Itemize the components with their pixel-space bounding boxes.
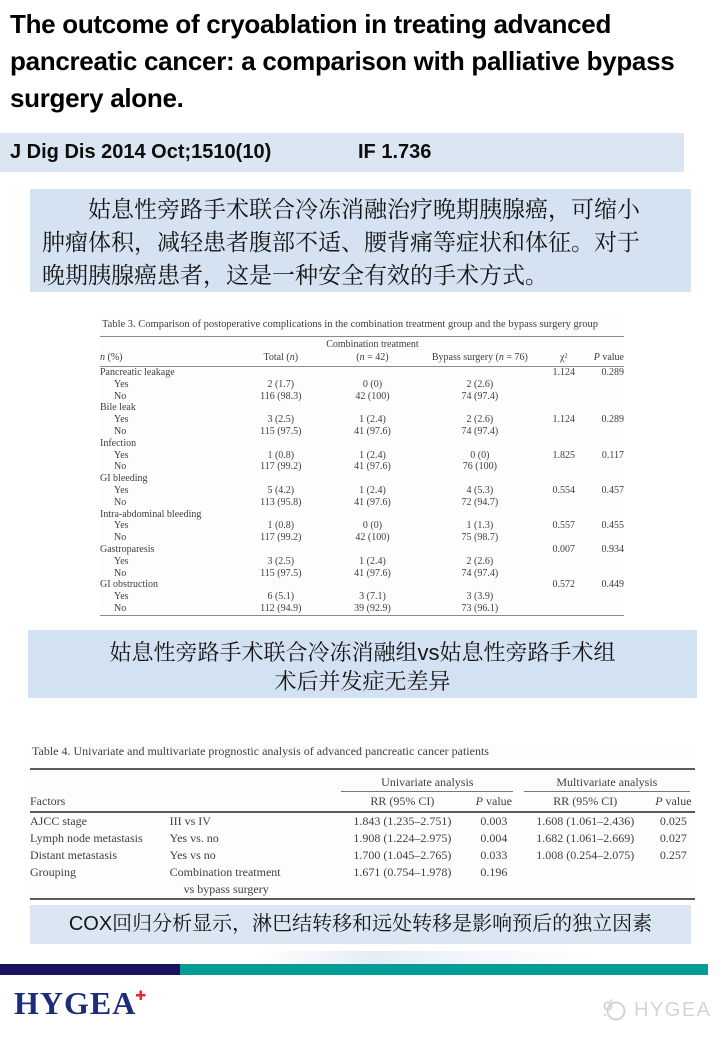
table-cell: 41 (97.6) (354, 461, 391, 473)
table-row (100, 438, 624, 450)
table-cell (540, 402, 587, 414)
table-row (100, 367, 624, 379)
table-cell: 0.457 (601, 484, 624, 496)
table-cell: Yes (114, 591, 129, 603)
table-cell: 0.572 (552, 579, 575, 591)
table4 (30, 768, 695, 900)
table3 (100, 336, 624, 616)
table-cell (587, 402, 624, 414)
table-cell (587, 603, 624, 615)
table4-group-header-row (30, 769, 695, 792)
table-cell: 1.671 (0.754–1.978) (353, 865, 452, 879)
table-row (100, 497, 624, 509)
table-row (30, 830, 695, 847)
table-cell: 0.033 (480, 848, 508, 862)
red-cross-icon: ✚ (135, 989, 148, 1004)
footer-bar-teal-segment (180, 964, 708, 975)
table-cell (420, 544, 541, 556)
table-cell: 3 (2.5) (267, 414, 295, 426)
table-cell: 0.027 (659, 831, 687, 845)
table-cell: 0.025 (659, 814, 687, 828)
table-cell (325, 509, 419, 521)
table4-header-factors: Factors (30, 792, 170, 812)
table-cell (540, 391, 587, 403)
table-cell: Yes (114, 484, 129, 496)
table-cell: Bile leak (100, 402, 136, 414)
table-cell: Infection (100, 437, 137, 449)
table-cell: 2 (1.7) (267, 378, 295, 390)
table-cell (236, 473, 325, 485)
table-cell: 42 (100) (355, 390, 390, 402)
table-cell: 6 (5.1) (267, 591, 295, 603)
table-cell (587, 497, 624, 509)
table-cell (587, 568, 624, 580)
table-cell: No (114, 532, 127, 544)
table-row (100, 591, 624, 603)
table-cell: 0 (0) (362, 378, 383, 390)
table-cell: 1.124 (552, 367, 575, 378)
table-cell (420, 438, 541, 450)
table-cell: 0.007 (552, 543, 575, 555)
table-cell: 0.554 (552, 484, 575, 496)
table-cell: 1.825 (552, 449, 575, 461)
table-row (100, 603, 624, 615)
hygea-logo-text: HYGEA (14, 985, 137, 1021)
table-cell: Gastroparesis (100, 543, 155, 555)
table-cell: 0.289 (601, 367, 624, 378)
table-cell: 117 (99.2) (260, 532, 302, 544)
table-row (100, 509, 624, 521)
table4-header-row (30, 792, 695, 812)
table-cell: 3 (2.5) (267, 555, 295, 567)
table-cell (540, 379, 587, 391)
table-cell: 2 (2.6) (466, 555, 494, 567)
table3-header-row (100, 351, 624, 367)
table-row (100, 426, 624, 438)
table-cell: 5 (4.2) (267, 484, 295, 496)
table-cell: 112 (94.9) (260, 602, 302, 614)
hygea-logo (14, 985, 148, 1022)
table-cell: Yes (114, 449, 129, 461)
page-title: The outcome of cryoablation in treating advanced pancreatic cancer: a comparison with palliative bypass surgery alone. (10, 9, 675, 113)
table-cell: 41 (97.6) (354, 567, 391, 579)
table-cell: 115 (97.5) (260, 425, 302, 437)
table4-header-p-uni: P value (469, 792, 519, 812)
table-cell (325, 438, 419, 450)
table-cell: 0.117 (601, 449, 624, 461)
table-cell (540, 556, 587, 568)
table-cell (540, 532, 587, 544)
table-cell (540, 461, 587, 473)
table-cell: 39 (92.9) (354, 602, 391, 614)
table-row (100, 473, 624, 485)
table3-header-chi-square: χ² (540, 351, 587, 367)
table-row (100, 402, 624, 414)
table4-scan (30, 744, 695, 900)
table-cell (540, 438, 587, 450)
table-cell (519, 864, 652, 899)
table-cell: 1.700 (1.045–2.765) (353, 848, 452, 862)
table-cell: 41 (97.6) (354, 496, 391, 508)
table-cell (587, 473, 624, 485)
caption-line: 术后并发症无差异 (274, 669, 451, 694)
citation-bar (0, 133, 684, 172)
table-cell (325, 367, 419, 379)
table-cell (236, 438, 325, 450)
table3-header-total: Total (n) (236, 351, 325, 367)
watermark-label: HYGEA (634, 999, 712, 1021)
table-cell: 1.608 (1.061–2.436) (536, 814, 635, 828)
table-cell: 1 (2.4) (359, 414, 386, 426)
table-cell: 1.682 (1.061–2.669) (536, 831, 635, 845)
table-cell: 1 (0.8) (267, 449, 295, 461)
table-cell: 74 (97.4) (461, 567, 499, 579)
table4-header-rr-multi: RR (95% CI) (519, 792, 652, 812)
table-cell: Yes (114, 378, 129, 390)
table-cell (236, 544, 325, 556)
table-cell: No (114, 567, 127, 579)
table-cell: 3 (7.1) (359, 591, 386, 603)
table-cell: 41 (97.6) (354, 425, 391, 437)
table-cell: Yes (114, 555, 129, 567)
table4-body (30, 812, 695, 899)
table-cell: 3 (3.9) (466, 591, 494, 603)
table-cell (587, 438, 624, 450)
table-row (100, 556, 624, 568)
table-row (100, 461, 624, 473)
table-cell (420, 473, 541, 485)
table-row (100, 391, 624, 403)
table-cell: Intra-abdominal bleeding (100, 508, 202, 520)
table4-caption: COX回归分析显示，淋巴结转移和远处转移是影响预后的独立因素 (30, 905, 691, 944)
table-cell: 1.908 (1.224–2.975) (353, 831, 452, 845)
table-cell: 1 (1.3) (466, 520, 494, 532)
table-cell: GI obstruction (100, 579, 159, 591)
journal-citation: J Dig Dis 2014 Oct;1510(10) (10, 141, 272, 163)
table3-title: Table 3. Comparison of postoperative complications in the combination treatment group and the bypass surgery group (102, 319, 598, 330)
table-cell (587, 591, 624, 603)
table-cell (540, 509, 587, 521)
table-cell: No (114, 425, 127, 437)
table-cell (540, 591, 587, 603)
table-cell: Yes (114, 520, 129, 532)
table-cell (236, 402, 325, 414)
table-row (30, 812, 695, 830)
table-cell: 0 (0) (362, 520, 383, 532)
hygea-watermark-icon (601, 997, 628, 1024)
table-cell: 0.289 (601, 414, 624, 426)
table-cell (236, 367, 325, 379)
table-cell (325, 473, 419, 485)
table-row (100, 520, 624, 532)
table-cell: 1 (0.8) (267, 520, 295, 532)
table-cell: 0.934 (601, 543, 624, 555)
table-row (100, 568, 624, 580)
table-cell: 0.455 (601, 520, 624, 532)
table-cell: Lymph node metastasis (30, 831, 143, 845)
table-cell: Combination treatment vs bypass surgery (169, 865, 281, 896)
table3-header-n: n (%) (100, 351, 236, 367)
table-cell: 74 (97.4) (461, 390, 499, 402)
table3-body (100, 367, 624, 616)
table-cell: No (114, 461, 127, 473)
table-cell: 0 (0) (470, 449, 490, 461)
table-row (100, 450, 624, 462)
table-cell: Yes (114, 414, 129, 426)
table-cell (325, 402, 419, 414)
table4-header-rr-uni: RR (95% CI) (336, 792, 469, 812)
table-row (100, 579, 624, 591)
table-cell: 0.557 (552, 520, 575, 532)
table-cell (540, 497, 587, 509)
hygea-watermark (601, 997, 712, 1024)
table-cell (587, 461, 624, 473)
table-cell: AJCC stage (30, 814, 87, 828)
table-cell: 2 (2.6) (466, 414, 494, 426)
table4-header-univariate: Univariate analysis (341, 774, 513, 792)
table-cell: 76 (100) (462, 461, 497, 473)
table-cell (587, 532, 624, 544)
summary-line: 晚期胰腺癌患者，这是一种安全有效的手术方式。 (42, 262, 548, 288)
table4-title: Table 4. Univariate and multivariate prognostic analysis of advanced pancreatic cancer patients (32, 744, 489, 758)
table-cell: 2 (2.6) (466, 378, 494, 390)
footer-sheen (255, 951, 595, 964)
table-cell: 0.003 (480, 814, 508, 828)
table-cell: GI bleeding (100, 473, 148, 485)
table-cell: Yes vs. no (169, 831, 219, 845)
table-cell: Pancreatic leakage (100, 367, 175, 378)
impact-factor: IF 1.736 (358, 141, 432, 163)
summary-line: 肿瘤体积，减轻患者腹部不适、腰背痛等症状和体征。对于 (42, 229, 640, 255)
table-cell: No (114, 602, 127, 614)
table3-scan (100, 318, 624, 616)
table-cell: 74 (97.4) (461, 425, 499, 437)
table-cell: 0.004 (480, 831, 508, 845)
table-cell: 115 (97.5) (260, 567, 302, 579)
table-cell: No (114, 390, 127, 402)
table-row (30, 864, 695, 899)
table-cell: Distant metastasis (30, 848, 117, 862)
table-row (100, 414, 624, 426)
table-cell (420, 402, 541, 414)
table-cell: 1 (2.4) (359, 555, 386, 567)
table-cell: Yes vs no (169, 848, 216, 862)
table-cell (540, 473, 587, 485)
table3-header-pvalue: P value (587, 351, 624, 367)
table-row (30, 847, 695, 864)
table-cell: 73 (96.1) (461, 602, 499, 614)
table-cell: 4 (5.3) (466, 484, 494, 496)
summary-line: 姑息性旁路手术联合冷冻消融治疗晚期胰腺癌，可缩小 (88, 196, 640, 222)
table-cell: 1.008 (0.254–2.075) (536, 848, 635, 862)
table-row (100, 532, 624, 544)
table-cell (540, 426, 587, 438)
table3-caption (28, 630, 697, 698)
table-cell: 1.124 (552, 414, 575, 426)
table-cell: 42 (100) (355, 532, 390, 544)
table-cell (236, 579, 325, 591)
table-cell (540, 603, 587, 615)
table-cell (652, 864, 695, 899)
table-cell: 0.196 (480, 865, 508, 879)
table-row (100, 485, 624, 497)
table-cell: 113 (95.8) (260, 496, 302, 508)
table4-header-multivariate: Multivariate analysis (524, 774, 690, 792)
table-cell (420, 509, 541, 521)
table-cell: Grouping (30, 865, 76, 879)
table3-group-header: Combination treatment (326, 339, 419, 350)
table-row (100, 544, 624, 556)
table-cell: 1.843 (1.235–2.751) (353, 814, 452, 828)
table-cell: 0.257 (659, 848, 687, 862)
table-cell (325, 544, 419, 556)
summary-panel (30, 189, 691, 292)
table-cell (236, 509, 325, 521)
table-cell (587, 509, 624, 521)
table-cell: 1 (2.4) (359, 484, 386, 496)
table-cell (587, 379, 624, 391)
table-cell: 72 (94.7) (461, 496, 499, 508)
table-cell: No (114, 496, 127, 508)
table-cell: 117 (99.2) (260, 461, 302, 473)
table-cell: 0.449 (601, 579, 624, 591)
table-cell (587, 556, 624, 568)
table-cell (587, 391, 624, 403)
table3-header-combination: (n = 42) (325, 351, 419, 367)
footer-bar-navy-segment (0, 964, 180, 975)
table-cell: 116 (98.3) (260, 390, 302, 402)
table3-group-header-row (100, 337, 624, 352)
caption-line: 姑息性旁路手术联合冷冻消融组vs姑息性旁路手术组 (109, 640, 616, 665)
table-cell: III vs IV (169, 814, 211, 828)
table-cell: 75 (98.7) (461, 532, 499, 544)
table4-header-p-multi: P value (652, 792, 695, 812)
table-row (100, 379, 624, 391)
table3-header-bypass: Bypass surgery (n = 76) (420, 351, 541, 367)
table-cell (420, 579, 541, 591)
table-cell (540, 568, 587, 580)
table-cell (325, 579, 419, 591)
table-cell: 1 (2.4) (359, 449, 386, 461)
table-cell (420, 367, 541, 379)
table-cell (587, 426, 624, 438)
